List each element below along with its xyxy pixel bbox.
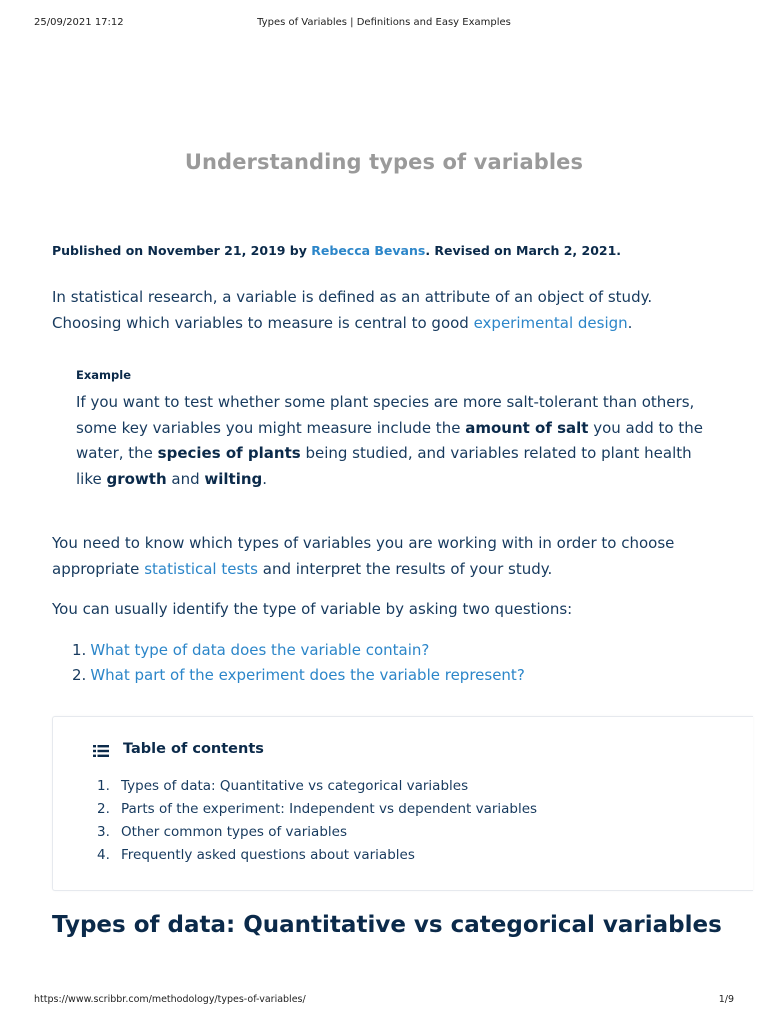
toc-item-label: Frequently asked questions about variables bbox=[121, 847, 415, 863]
example-bold-wilting: wilting bbox=[204, 469, 263, 488]
toc-item-number: 2. bbox=[97, 801, 110, 817]
list-icon bbox=[93, 744, 109, 758]
article-title: Understanding types of variables bbox=[184, 150, 584, 174]
experimental-design-link[interactable]: experimental design bbox=[473, 313, 628, 332]
toc-title: Table of contents bbox=[123, 741, 264, 757]
statistical-tests-paragraph bbox=[52, 531, 722, 582]
example-bold-species-of-plants: species of plants bbox=[157, 444, 301, 462]
intro-paragraph bbox=[52, 285, 722, 336]
example-text-5: . bbox=[262, 469, 268, 488]
list-number: 2. bbox=[72, 666, 87, 684]
example-bold-amount-of-salt: amount of salt bbox=[465, 418, 589, 437]
list-item bbox=[52, 638, 525, 663]
questions-intro: You can usually identify the type of variable by asking two questions: bbox=[52, 600, 573, 618]
toc-item-label: Parts of the experiment: Independent vs dependent variables bbox=[121, 801, 538, 817]
byline bbox=[52, 243, 621, 258]
example-bold-growth: growth bbox=[106, 469, 167, 488]
example-text-4: and bbox=[166, 469, 205, 488]
print-url: https://www.scribbr.com/methodology/types-of-variables/ bbox=[34, 994, 306, 1005]
example-text-3: being studied, and variables related to plant health like bbox=[76, 444, 692, 488]
list-number: 1. bbox=[72, 641, 87, 659]
question-link-experiment-part[interactable]: What part of the experiment does the variable represent? bbox=[90, 666, 525, 684]
toc-item[interactable] bbox=[97, 798, 537, 821]
toc-item[interactable] bbox=[97, 821, 537, 844]
toc-item-number: 1. bbox=[97, 778, 110, 794]
page-number: 1/9 bbox=[718, 994, 734, 1005]
example-text-2: you add to the water, the bbox=[76, 418, 703, 462]
question-link-data-type[interactable]: What type of data does the variable contain? bbox=[90, 641, 430, 659]
toc-item-label: Other common types of variables bbox=[121, 824, 347, 840]
toc-list bbox=[97, 775, 537, 867]
print-header bbox=[34, 17, 734, 31]
para2-text-end: and interpret the results of your study. bbox=[257, 559, 553, 578]
intro-text: In statistical research, a variable is defined as an attribute of an object of study. Choosing which variables to measure is central to good bbox=[52, 288, 653, 332]
print-page-title: Types of Variables | Definitions and Easy Examples bbox=[257, 17, 511, 28]
example-text-1: If you want to test whether some plant species are more salt-tolerant than others, some key variables you might measure include the bbox=[76, 393, 695, 437]
section-heading: Types of data: Quantitative vs categorical variables bbox=[52, 912, 722, 938]
toc-item[interactable] bbox=[97, 775, 537, 798]
para2-text: You need to know which types of variables you are working with in order to choose appropriate bbox=[52, 534, 675, 578]
table-of-contents bbox=[52, 716, 753, 891]
print-datetime: 25/09/2021 17:12 bbox=[34, 17, 124, 28]
revised-date: . Revised on March 2, 2021. bbox=[425, 243, 622, 258]
toc-item[interactable] bbox=[97, 844, 537, 867]
questions-list bbox=[52, 638, 525, 688]
toc-item-number: 3. bbox=[97, 824, 110, 840]
toc-item-number: 4. bbox=[97, 847, 110, 863]
intro-text-end: . bbox=[627, 313, 633, 332]
toc-item-label: Types of data: Quantitative vs categorical variables bbox=[121, 778, 469, 794]
print-footer bbox=[34, 994, 734, 1008]
published-date: Published on November 21, 2019 by bbox=[52, 243, 312, 258]
example-label: Example bbox=[76, 368, 131, 382]
statistical-tests-link[interactable]: statistical tests bbox=[144, 559, 258, 578]
list-item bbox=[52, 663, 525, 688]
author-link[interactable]: Rebecca Bevans bbox=[311, 243, 426, 258]
example-text bbox=[76, 390, 706, 492]
